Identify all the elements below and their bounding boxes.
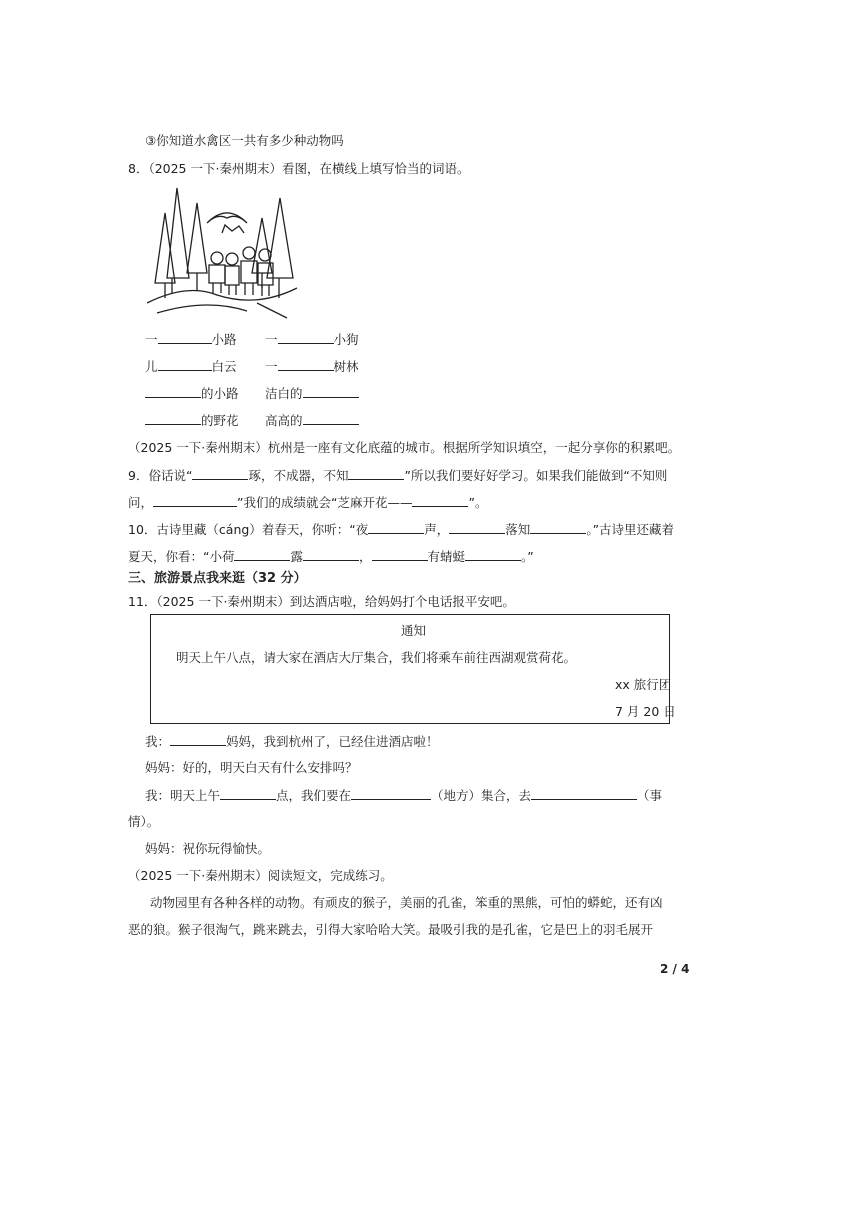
q9-line1 bbox=[128, 466, 667, 485]
q10-line1 bbox=[128, 520, 674, 539]
notice-sign: xx 旅行团 bbox=[615, 677, 672, 692]
word-label: 一 bbox=[265, 332, 278, 347]
answer-blank[interactable] bbox=[153, 493, 237, 507]
answer-blank[interactable] bbox=[348, 466, 404, 480]
q8-row1-right bbox=[265, 330, 359, 349]
notice-body: 明天上午八点，请大家在酒店大厅集合，我们将乘车前往西湖观赏荷花。 bbox=[176, 650, 577, 665]
word-label: 小狗 bbox=[333, 332, 359, 347]
dialog-text: 妈妈，我到杭州了，已经住进酒店啦！ bbox=[226, 734, 439, 749]
answer-blank[interactable] bbox=[530, 520, 586, 534]
dialog-text: （地方）集合，去 bbox=[431, 788, 532, 803]
dialog-line-4: 妈妈：祝你玩得愉快。 bbox=[145, 841, 271, 856]
q9-text: 9．俗话说“ bbox=[128, 468, 193, 483]
section-3-heading: 三、旅游景点我来逛（32 分） bbox=[128, 571, 307, 586]
notice-title: 通知 bbox=[401, 623, 427, 638]
q8-row2-right bbox=[265, 357, 359, 376]
q8-row4-right bbox=[265, 411, 359, 430]
answer-blank[interactable] bbox=[158, 357, 212, 371]
answer-blank[interactable] bbox=[303, 384, 359, 398]
answer-blank[interactable] bbox=[465, 547, 521, 561]
forest-path-illustration bbox=[147, 183, 299, 321]
intro-q9-10: （2025 一下·秦州期末）杭州是一座有文化底蕴的城市。根据所学知识填空，一起分享你的积累吧。 bbox=[128, 440, 681, 455]
notice-date: 7 月 20 日 bbox=[615, 704, 676, 719]
dialog-line-1 bbox=[145, 732, 439, 751]
answer-blank[interactable] bbox=[368, 520, 424, 534]
word-label: 的野花 bbox=[201, 413, 239, 428]
word-label: 白云 bbox=[211, 359, 237, 374]
answer-blank[interactable] bbox=[234, 547, 290, 561]
answer-blank[interactable] bbox=[303, 547, 359, 561]
q10-text: 。” bbox=[521, 549, 534, 564]
reading-intro: （2025 一下·秦州期末）阅读短文，完成练习。 bbox=[128, 868, 393, 883]
word-label: 高高的 bbox=[265, 413, 303, 428]
q9-text: 问， bbox=[128, 495, 154, 510]
q10-text: 10．古诗里藏（cáng）着春天，你听：“夜 bbox=[128, 522, 369, 537]
q9-text: ”所以我们要好好学习。如果我们能做到“不知则 bbox=[404, 468, 668, 483]
answer-blank[interactable] bbox=[303, 411, 359, 425]
answer-blank[interactable] bbox=[412, 493, 468, 507]
dialog-text: 点，我们要在 bbox=[276, 788, 352, 803]
q10-text: 声， bbox=[424, 522, 450, 537]
answer-blank[interactable] bbox=[145, 411, 201, 425]
q10-text: 有蜻蜓 bbox=[427, 549, 466, 564]
answer-blank[interactable] bbox=[158, 330, 212, 344]
q9-text: 琢，不成器，不知 bbox=[248, 468, 349, 483]
q8-row3-right bbox=[265, 384, 359, 403]
reading-paragraph-line-2: 恶的狼。猴子很淘气，跳来跳去，引得大家哈哈大笑。最吸引我的是孔雀，它是巴上的羽毛展开 bbox=[128, 922, 654, 937]
dialog-text: 我：明天上午 bbox=[145, 788, 221, 803]
q10-text: 。”古诗里还藏着 bbox=[586, 522, 675, 537]
dialog-text: （事 bbox=[637, 788, 663, 803]
notice-box bbox=[150, 614, 676, 724]
q8-row3 bbox=[145, 384, 239, 403]
answer-blank[interactable] bbox=[192, 466, 248, 480]
dialog-line-2: 妈妈：好的，明天白天有什么安排吗？ bbox=[145, 760, 358, 775]
answer-blank[interactable] bbox=[278, 330, 334, 344]
q9-text: ”。 bbox=[468, 495, 488, 510]
q11-title: 11．（2025 一下·秦州期末）到达酒店啦，给妈妈打个电话报平安吧。 bbox=[128, 594, 515, 609]
q8-row1 bbox=[145, 330, 237, 349]
word-label: 的小路 bbox=[201, 386, 239, 401]
q10-line2 bbox=[128, 547, 534, 566]
q8-row2 bbox=[145, 357, 237, 376]
answer-blank[interactable] bbox=[351, 786, 431, 800]
q9-text: ”我们的成绩就会“芝麻开花—— bbox=[237, 495, 413, 510]
q9-line2 bbox=[128, 493, 487, 512]
word-label: 一 bbox=[265, 359, 278, 374]
dialog-line-3 bbox=[145, 786, 662, 805]
q10-text: 落知 bbox=[505, 522, 531, 537]
reading-paragraph-line-1: 动物园里有各种各样的动物。有顽皮的猴子，美丽的孔雀，笨重的黑熊，可怕的蟒蛇，还有凶 bbox=[150, 895, 663, 910]
answer-blank[interactable] bbox=[531, 786, 637, 800]
word-label: 小路 bbox=[211, 332, 237, 347]
word-label: 树林 bbox=[333, 359, 359, 374]
dialog-text: 我： bbox=[145, 734, 171, 749]
answer-blank[interactable] bbox=[372, 547, 428, 561]
q10-text: 夏天，你看：“小荷 bbox=[128, 549, 235, 564]
q10-text: ， bbox=[359, 549, 372, 564]
q8-title: 8．（2025 一下·秦州期末）看图，在横线上填写恰当的词语。 bbox=[128, 161, 470, 176]
q8-row4 bbox=[145, 411, 239, 430]
word-label: 一 bbox=[145, 332, 158, 347]
q10-text: 露 bbox=[290, 549, 303, 564]
answer-blank[interactable] bbox=[220, 786, 276, 800]
page-number: 2 / 4 bbox=[660, 962, 690, 976]
answer-blank[interactable] bbox=[449, 520, 505, 534]
word-label: 儿 bbox=[145, 359, 158, 374]
word-label: 洁白的 bbox=[265, 386, 303, 401]
answer-blank[interactable] bbox=[170, 732, 226, 746]
dialog-line-3-cont: 情）。 bbox=[128, 814, 160, 829]
q-prev-item3: ③你知道水禽区一共有多少种动物吗 bbox=[145, 133, 344, 148]
answer-blank[interactable] bbox=[145, 384, 201, 398]
answer-blank[interactable] bbox=[278, 357, 334, 371]
